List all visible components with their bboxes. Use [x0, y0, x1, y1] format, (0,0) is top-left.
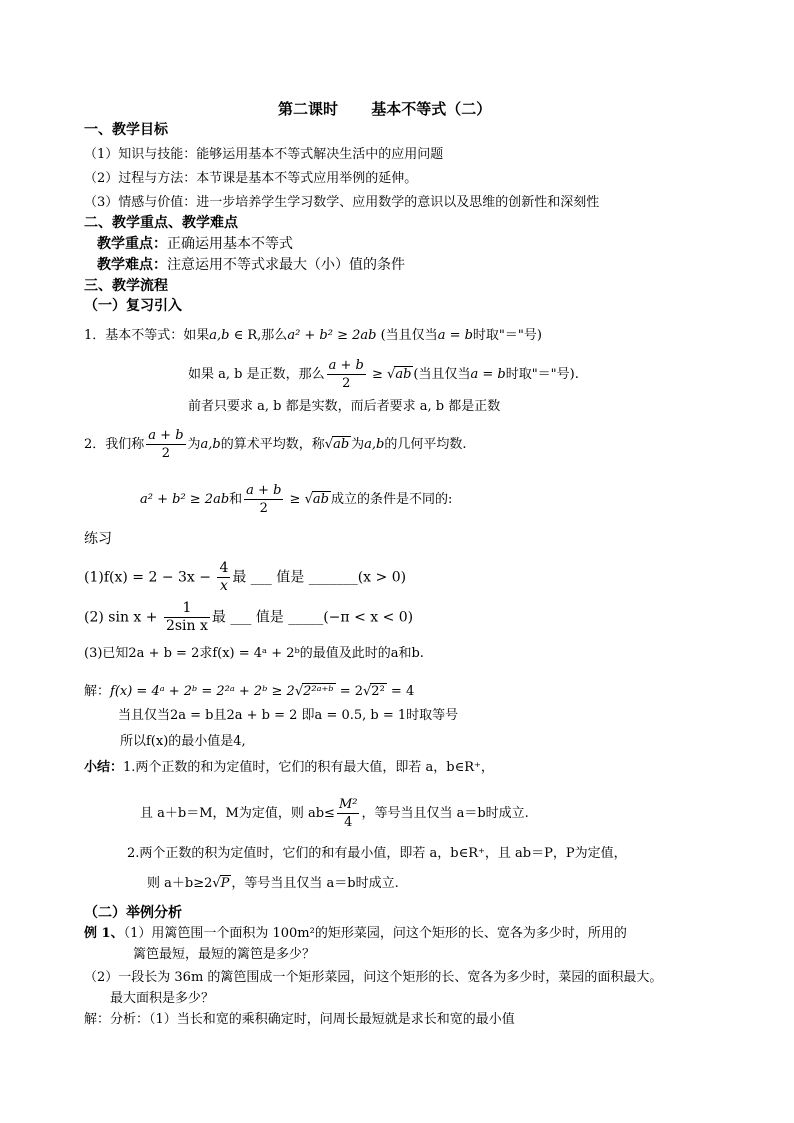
key-point — [97, 235, 293, 253]
sqrt-symbol: √ — [363, 684, 372, 699]
example-1-part-2-cont: 最大面积是多少？ — [110, 991, 215, 1006]
positive-case-line: 如果 a, b 是正数，那么 $\frac{a + b}{2}$ ≥ √ab (当且仅当a = b时取"＝"号). — [188, 358, 579, 391]
summary-line-3: 2.两个正数的积为定值时，它们的和有最小值，即若 a，b∈R⁺，且 ab＝P，P为定值， — [127, 846, 627, 861]
example-1-part-2: （2）一段长为 36m 的篱笆围成一个矩形菜园，问这个矩形的长、宽各为多少时，菜园的面积最大。 — [84, 970, 663, 985]
sqrt-symbol: √ — [324, 437, 334, 452]
summary-line-1: 小结：1.两个正数的和为定值时，它们的积有最大值，即若 a，b∈R⁺， — [84, 760, 494, 775]
goal-item: （2）过程与方法：本节课是基本不等式应用举例的延伸。 — [84, 171, 418, 186]
sqrt-symbol: √ — [294, 684, 304, 699]
example-1-part-1: 例 1、（1）用篱笆围一个面积为 100m²的矩形菜园，问这个矩形的长、宽各为多少时，所用的 — [84, 926, 627, 941]
practice-question-1: (1)f(x) = 2 − 3x − $\frac{4}{x}$ 最 ___ 值是 _______(x > 0) — [84, 560, 407, 594]
example-solution-line: 解：分析：（1）当长和宽的乘积确定时，问周长最短就是求长和宽的最小值 — [84, 1012, 515, 1027]
section-heading-goals: 一、教学目标 — [84, 122, 168, 138]
practice-question-3: (3)已知2a + b = 2求f(x) = 4ᵃ + 2ᵇ的最值及此时的a和b. — [84, 646, 424, 661]
conditions-line: a² + b² ≥ 2ab和 $\frac{a + b}{2}$ ≥ √ab 成立的条件是不同的: — [140, 483, 453, 516]
means-definition-line: 2．我们称 $\frac{a + b}{2}$ 为a,b的算术平均数，称√ab 为a,b的几何平均数. — [84, 428, 467, 461]
difficulty-label: 教学难点： — [97, 257, 167, 273]
note-line: 前者只要求 a, b 都是实数，而后者要求 a, b 都是正数 — [188, 399, 501, 414]
practice-heading: 练习 — [84, 531, 112, 547]
sqrt-symbol: √ — [212, 876, 221, 891]
fraction: $\frac{a + b}{2}$ — [148, 428, 184, 461]
solution-line-1: 解：f(x) = 4ᵃ + 2ᵇ = 2²ᵃ + 2ᵇ ≥ 2√2²ᵃ⁺ᵇ = 2√2² = 4 — [84, 684, 415, 699]
solution-line-3: 所以f(x)的最小值是4, — [120, 734, 246, 749]
fraction: $\frac{1}{\text{2sin x}}$ — [165, 600, 208, 634]
section-heading-flow: 三、教学流程 — [84, 278, 168, 294]
example-label: 例 1、 — [84, 926, 124, 941]
key-point-label: 教学重点： — [97, 236, 167, 252]
difficulty-text: 注意运用不等式求最大（小）值的条件 — [167, 257, 405, 273]
fraction: $\frac{a + b}{2}$ — [246, 483, 282, 516]
summary-line-4: 则 a＋b≥2√P ，等号当且仅当 a＝b时成立. — [147, 876, 399, 891]
fraction: $\frac{\text{M²}}{4}$ — [338, 797, 358, 830]
lesson-label: 第二课时 — [278, 100, 339, 118]
fraction: $\frac{a + b}{2}$ — [328, 358, 364, 391]
page-title — [278, 100, 491, 118]
subsection-examples: （二）举例分析 — [84, 905, 182, 921]
solution-line-2: 当且仅当2a = b且2a + b = 2 即a = 0.5, b = 1时取等号 — [118, 708, 459, 723]
lesson-topic: 基本不等式（二） — [371, 100, 492, 118]
summary-line-2: 且 a＋b＝M，M为定值，则 ab≤ $\frac{\text{M²}}{4}$ ，等号当且仅当 a＝b时成立. — [140, 797, 529, 830]
subsection-review: （一）复习引入 — [84, 298, 182, 314]
sqrt-symbol: √ — [304, 492, 313, 507]
basic-inequality-line: 1．基本不等式：如果a,b ∈ R,那么a² + b² ≥ 2ab (当且仅当a = b时取"＝"号) — [84, 328, 542, 343]
goal-item: （3）情感与价值：进一步培养学生学习数学、应用数学的意识以及思维的创新性和深刻性 — [84, 195, 600, 210]
key-point-text: 正确运用基本不等式 — [167, 236, 293, 252]
difficulty-point — [97, 256, 405, 274]
section-heading-key-points: 二、教学重点、教学难点 — [84, 215, 238, 231]
fraction: $\frac{4}{x}$ — [219, 560, 229, 594]
sqrt-symbol: √ — [387, 367, 396, 382]
goal-item: （1）知识与技能：能够运用基本不等式解决生活中的应用问题 — [84, 147, 444, 162]
summary-label: 小结： — [84, 760, 124, 775]
practice-question-2: (2) sin x + $\frac{1}{\text{2sin x}}$ 最 ___ 值是 _____(−π < x < 0) — [84, 600, 414, 634]
example-1-part-1-cont: 篱笆最短，最短的篱笆是多少？ — [133, 947, 316, 962]
